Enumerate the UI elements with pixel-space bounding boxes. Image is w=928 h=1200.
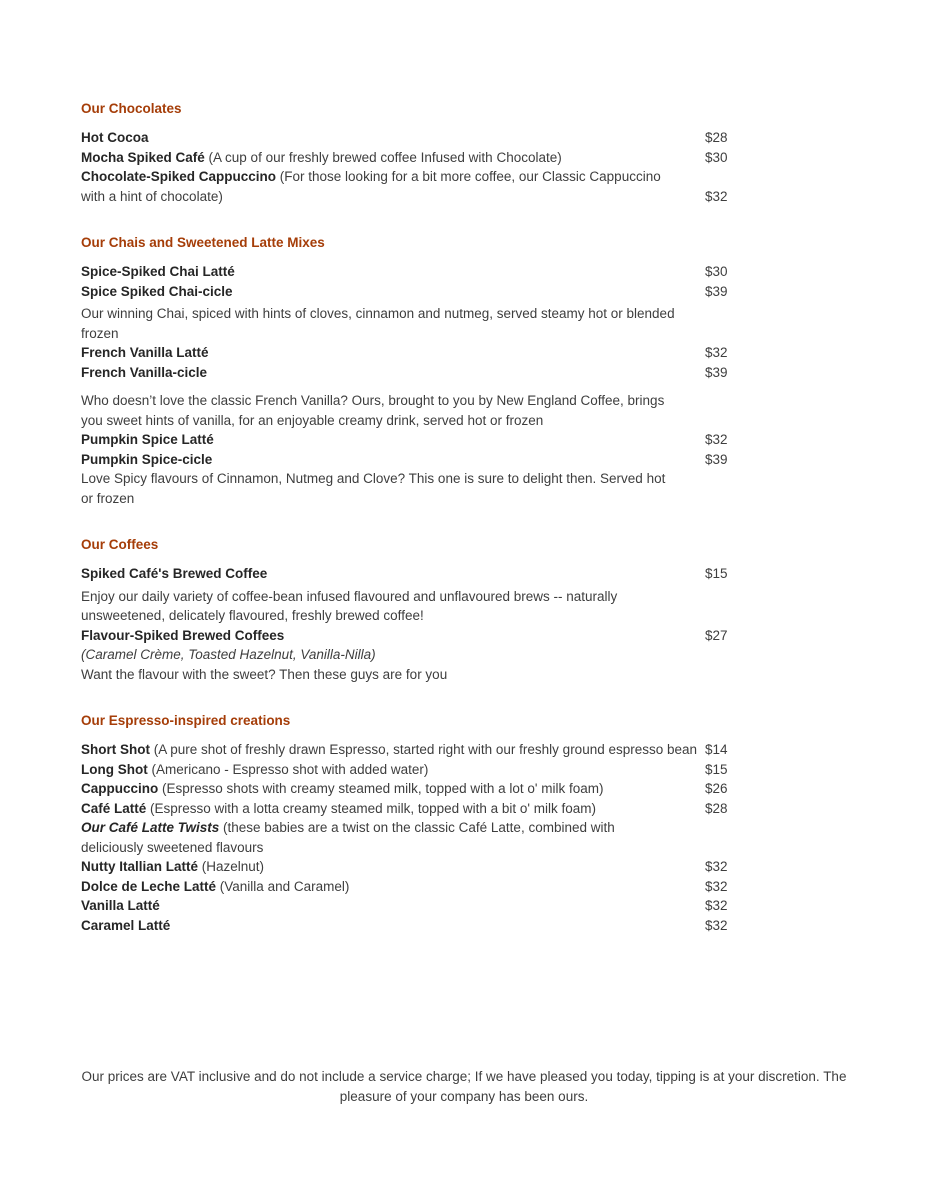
menu-item-name: French Vanilla-cicle	[81, 364, 208, 380]
menu-item	[81, 564, 731, 584]
section-title: Our Espresso-inspired creations	[81, 713, 291, 728]
menu-sections	[81, 99, 731, 962]
menu-item-name: Dolce de Leche Latté	[81, 878, 217, 894]
menu-item	[81, 740, 731, 760]
menu-item	[81, 430, 731, 450]
menu-item-text	[81, 896, 705, 916]
menu-item-price: $15	[705, 761, 728, 777]
menu-item-name: Vanilla Latté	[81, 898, 160, 913]
menu-description: Our Café Latte Twists (these babies are a twist on the classic Café Latte, combined with deliciously sweetened flavours	[81, 820, 615, 855]
menu-description: Enjoy our daily variety of coffee-bean infused flavoured and unflavoured brews -- naturally unsweetened, delicately flavoured, freshly brewed coffee!	[81, 588, 618, 623]
menu-item-desc: (A pure shot of freshly drawn Espresso, started right with our freshly ground espresso bean	[150, 742, 698, 757]
menu-item-price: $32	[705, 432, 728, 447]
menu-item-price: $32	[705, 345, 728, 360]
menu-item-name: Hot Cocoa	[81, 130, 149, 145]
menu-item	[81, 282, 731, 302]
menu-item	[81, 363, 731, 383]
menu-item-price: $14	[705, 742, 728, 757]
menu-item-name: Flavour-Spiked Brewed Coffees	[81, 627, 285, 643]
menu-item-name: Spice-Spiked Chai Latté	[81, 264, 235, 279]
menu-item	[81, 148, 731, 168]
menu-item	[81, 799, 731, 819]
menu-item-text	[81, 430, 705, 450]
menu-item-price: $30	[705, 149, 728, 165]
menu-item	[81, 916, 731, 936]
section-title: Our Coffees	[81, 537, 159, 552]
section-title: Our Chocolates	[81, 101, 182, 116]
menu-item-price: $28	[705, 800, 728, 816]
menu-item-name: Caramel Latté	[81, 917, 171, 933]
menu-item-text	[81, 128, 705, 148]
menu-item-text	[81, 262, 705, 282]
menu-item-desc: (A cup of our freshly brewed coffee Infused with Chocolate)	[204, 149, 562, 165]
menu-item-price: $32	[705, 917, 728, 933]
menu-item-text	[81, 626, 705, 646]
menu-item-name: Chocolate-Spiked Cappuccino	[81, 169, 277, 184]
menu-item-text	[81, 363, 705, 383]
menu-section	[81, 711, 731, 935]
menu-item-text	[81, 877, 705, 897]
menu-flavour-note: (Caramel Crème, Toasted Hazelnut, Vanilla-Nilla)	[81, 647, 376, 662]
menu-item	[81, 877, 731, 897]
menu-item-name: French Vanilla Latté	[81, 345, 209, 360]
menu-section	[81, 99, 731, 206]
menu-item-price: $32	[705, 878, 728, 894]
menu-item-name: Cappuccino	[81, 781, 159, 796]
menu-item-price: $39	[705, 451, 728, 467]
menu-item-text	[81, 167, 705, 206]
menu-item-name: Café Latté	[81, 800, 147, 816]
menu-item-desc: (Americano - Espresso shot with added water)	[147, 761, 429, 777]
menu-item-text	[81, 760, 705, 780]
menu-item	[81, 262, 731, 282]
menu-item-name: Pumpkin Spice Latté	[81, 432, 214, 447]
menu-item-price: $28	[705, 130, 728, 145]
menu-section	[81, 535, 731, 684]
menu-item	[81, 896, 731, 916]
menu-item-desc: (Vanilla and Caramel)	[216, 878, 350, 894]
menu-item-name: Nutty Itallian Latté	[81, 859, 199, 874]
menu-item-text	[81, 343, 705, 363]
menu-item-text	[81, 564, 705, 584]
menu-item	[81, 779, 731, 799]
menu-item	[81, 128, 731, 148]
menu-item-desc: (Espresso shots with creamy steamed milk, topped with a lot o' milk foam)	[158, 781, 604, 796]
menu-item-price: $26	[705, 781, 728, 796]
menu-item-text	[81, 857, 705, 877]
menu-item-text	[81, 282, 705, 302]
menu-item-text	[81, 148, 705, 168]
menu-item-name: Spice Spiked Chai-cicle	[81, 283, 233, 299]
section-title: Our Chais and Sweetened Latte Mixes	[81, 235, 325, 250]
menu-item-price: $27	[705, 627, 728, 643]
menu-item	[81, 857, 731, 877]
menu-item-price: $32	[705, 859, 728, 874]
menu-item	[81, 760, 731, 780]
menu-item	[81, 450, 731, 470]
menu-item-desc: (Espresso with a lotta creamy steamed milk, topped with a bit o' milk foam)	[146, 800, 597, 816]
menu-description: Want the flavour with the sweet? Then these guys are for you	[81, 666, 448, 682]
menu-item-name: Spiked Café's Brewed Coffee	[81, 566, 268, 581]
menu-item-desc: (Hazelnut)	[198, 859, 265, 874]
menu-item-name: Mocha Spiked Café	[81, 149, 205, 165]
menu-item-price: $32	[705, 898, 728, 913]
footer-note: Our prices are VAT inclusive and do not include a service charge; If we have pleased you today, tipping is at your discretion. The pleasure of your company has been ours.	[81, 1069, 847, 1104]
menu-section	[81, 233, 731, 508]
menu-item-text	[81, 799, 705, 819]
menu-item-price: $39	[705, 364, 728, 380]
menu-subheading: Our Café Latte Twists	[81, 820, 220, 835]
menu-item-name: Short Shot	[81, 742, 150, 757]
menu-item-name: Long Shot	[81, 761, 148, 777]
menu-item-price: $15	[705, 566, 728, 581]
menu-item-price: $30	[705, 264, 728, 279]
menu-description: Love Spicy flavours of Cinnamon, Nutmeg and Clove? This one is sure to delight then. Served hot or frozen	[81, 471, 666, 506]
menu-description: Our winning Chai, spiced with hints of cloves, cinnamon and nutmeg, served steamy hot or blended frozen	[81, 306, 675, 341]
menu-item-name: Pumpkin Spice-cicle	[81, 451, 213, 467]
menu-item-desc: (For those looking for a bit more coffee, our Classic Cappuccino with a hint of chocolate)	[81, 169, 661, 204]
menu-item	[81, 167, 731, 206]
menu-item	[81, 343, 731, 363]
menu-item-text	[81, 916, 705, 936]
menu-item-price: $39	[705, 283, 728, 299]
menu-item-text	[81, 450, 705, 470]
menu-description: Who doesn’t love the classic French Vanilla? Ours, brought to you by New England Coffee, brings you sweet hints of vanilla, for an enjoyable creamy drink, served hot or frozen	[81, 393, 665, 428]
menu-item	[81, 626, 731, 646]
menu-item-text	[81, 779, 705, 799]
menu-item-text	[81, 740, 705, 760]
menu-item-price: $32	[705, 188, 728, 204]
